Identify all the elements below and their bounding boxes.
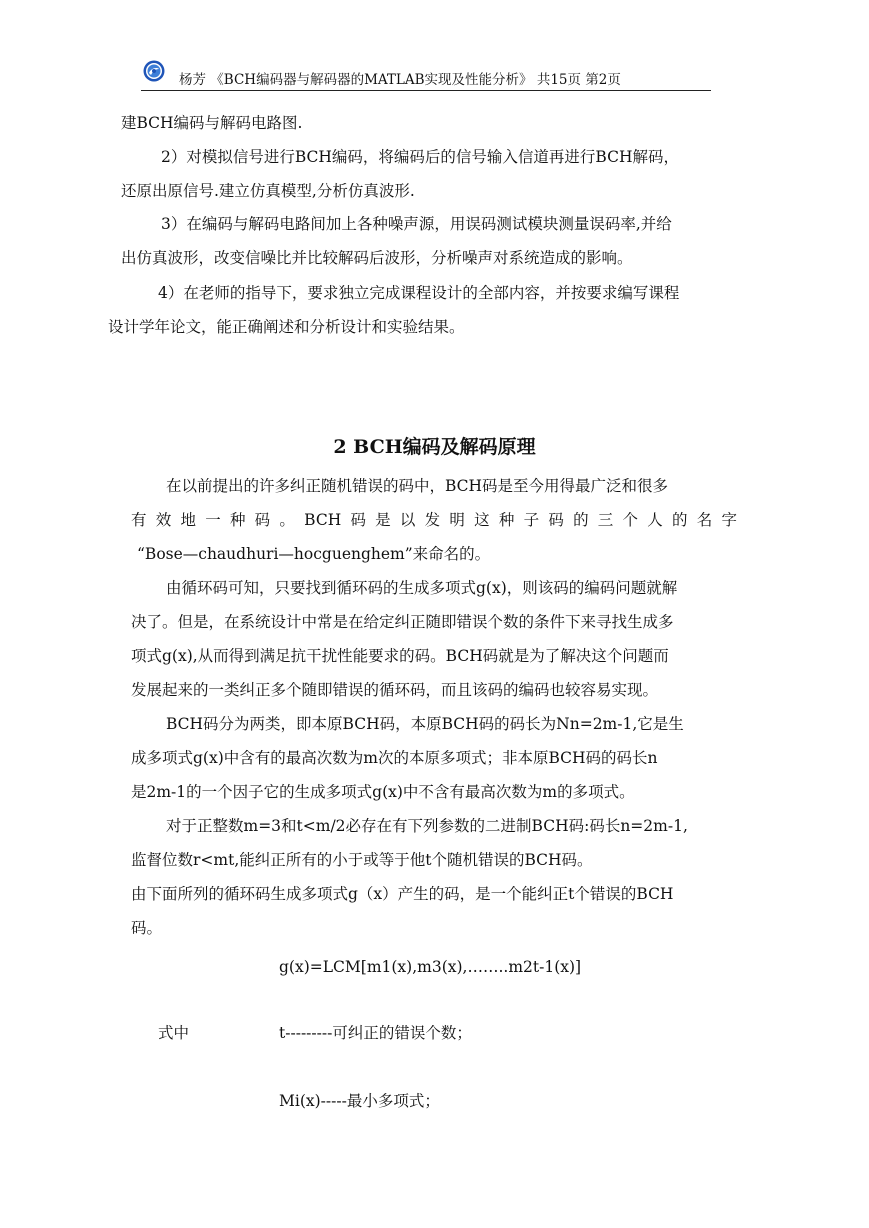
where-label: 式中 bbox=[158, 1024, 190, 1042]
section-line-12: 监督位数r<mt,能纠正所有的小于或等于他t个随机错误的BCH码。 bbox=[131, 851, 593, 869]
definition-mi: Mi(x)-----最小多项式； bbox=[279, 1092, 440, 1110]
definition-t: t---------可纠正的错误个数； bbox=[279, 1024, 472, 1042]
body-line-4: 3）在编码与解码电路间加上各种噪声源，用误码测试模块测量误码率,并给 bbox=[161, 215, 672, 233]
body-line-2: 2）对模拟信号进行BCH编码，将编码后的信号输入信道再进行BCH解码， bbox=[161, 148, 679, 166]
section-line-6: 项式g(x),从而得到满足抗干扰性能要求的码。BCH码就是为了解决这个问题而 bbox=[131, 647, 669, 665]
section-line-5: 决了。但是，在系统设计中常是在给定纠正随即错误个数的条件下来寻找生成多 bbox=[131, 613, 674, 631]
header-text: 杨芳 《BCH编码器与解码器的MATLAB实现及性能分析》 共15页 第2页 bbox=[179, 72, 621, 88]
section-line-11: 对于正整数m=3和t<m/2必存在有下列参数的二进制BCH码:码长n=2m-1, bbox=[166, 817, 688, 835]
formula: g(x)=LCM[m1(x),m3(x),……..m2t-1(x)] bbox=[279, 958, 582, 976]
section-line-4: 由循环码可知，只要找到循环码的生成多项式g(x)，则该码的编码问题就解 bbox=[166, 579, 678, 597]
section-line-2: 有效地一种码。BCH码是以发明这种子码的三个人的名字 bbox=[131, 511, 737, 529]
section-line-8: BCH码分为两类，即本原BCH码，本原BCH码的码长为Nn=2m-1,它是生 bbox=[166, 715, 684, 733]
page-header bbox=[141, 56, 711, 91]
university-logo-icon bbox=[143, 60, 165, 82]
section-heading: 2 BCH编码及解码原理 bbox=[333, 436, 536, 458]
section-line-13: 由下面所列的循环码生成多项式g（x）产生的码，是一个能纠正t个错误的BCH bbox=[131, 885, 674, 903]
section-line-3: “Bose—chaudhuri—hocguenghem”来命名的。 bbox=[137, 545, 491, 563]
body-line-6: 4）在老师的指导下，要求独立完成课程设计的全部内容，并按要求编写课程 bbox=[158, 284, 680, 302]
body-line-3: 还原出原信号.建立仿真模型,分析仿真波形. bbox=[121, 182, 415, 200]
section-line-7: 发展起来的一类纠正多个随即错误的循环码，而且该码的编码也较容易实现。 bbox=[131, 681, 659, 699]
body-line-7: 设计学年论文，能正确阐述和分析设计和实验结果。 bbox=[108, 318, 465, 336]
section-line-1: 在以前提出的许多纠正随机错误的码中，BCH码是至今用得最广泛和很多 bbox=[166, 477, 669, 495]
body-line-1: 建BCH编码与解码电路图. bbox=[121, 114, 303, 132]
section-line-14: 码。 bbox=[131, 919, 163, 937]
body-line-5: 出仿真波形，改变信噪比并比较解码后波形，分析噪声对系统造成的影响。 bbox=[121, 249, 633, 267]
section-line-9: 成多项式g(x)中含有的最高次数为m次的本原多项式；非本原BCH码的码长n bbox=[131, 749, 658, 767]
section-line-10: 是2m-1的一个因子它的生成多项式g(x)中不含有最高次数为m的多项式。 bbox=[131, 783, 635, 801]
